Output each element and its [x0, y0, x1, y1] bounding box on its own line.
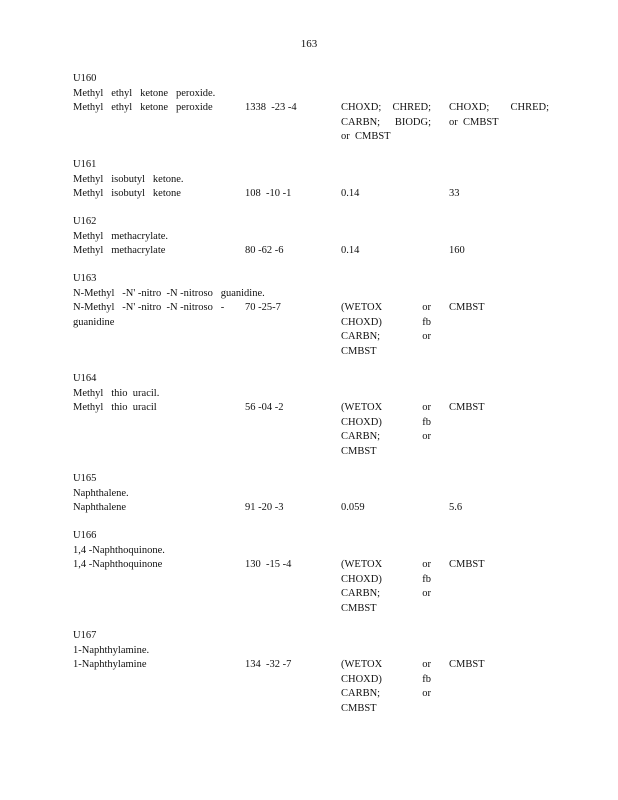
nonwastewater-line: [449, 658, 549, 673]
nonwastewater-line: [449, 244, 549, 259]
constituent-name-line: 1-Naphthylamine: [73, 659, 147, 670]
cas-number: 70 -25-7: [245, 302, 281, 313]
waste-code: U165: [73, 473, 97, 484]
nonwastewater-line-part: CHOXD;: [449, 102, 490, 113]
wastewater-line: [341, 130, 431, 145]
wastewater-line: [341, 673, 431, 688]
waste-entry: [73, 372, 573, 457]
wastewater-line: [341, 401, 431, 416]
constituent-name-line: guanidine: [73, 316, 115, 328]
nonwastewater-line-part: 33: [449, 188, 460, 199]
waste-code: U161: [73, 159, 97, 170]
wastewater-line: [341, 702, 431, 717]
cas-number: 108 -10 -1: [245, 188, 292, 199]
waste-heading: Methyl thio uracil.: [73, 387, 160, 399]
wastewater-line-part: CARBN;: [341, 116, 381, 128]
constituent-name-line: 1,4 -Naphthoquinone: [73, 559, 163, 570]
waste-entry: [73, 472, 573, 513]
wastewater-line-part: CHOXD): [341, 316, 382, 328]
constituent-name-line: Methyl thio uracil: [73, 402, 157, 413]
constituent-name: [73, 244, 243, 259]
wastewater-line-part: CHOXD): [341, 573, 382, 585]
waste-heading: 1,4 -Naphthoquinone.: [73, 544, 165, 556]
waste-entry: [73, 215, 573, 256]
wastewater-line-part: or: [422, 588, 431, 599]
wastewater-line: [341, 101, 431, 116]
nonwastewater-line: [449, 501, 549, 516]
constituent-name-line: N-Methyl -N' -nitro -N -nitroso -: [73, 302, 225, 313]
nonwastewater-line: [449, 401, 549, 416]
wastewater-standard: [341, 501, 431, 516]
wastewater-line-part: 0.14: [341, 188, 360, 199]
constituent-name: [73, 187, 243, 202]
wastewater-line: [341, 330, 431, 345]
constituent-name: [73, 401, 243, 416]
wastewater-line-part: (WETOX: [341, 559, 383, 570]
nonwastewater-line-part: CMBST: [449, 402, 485, 413]
wastewater-line-part: or: [422, 431, 431, 442]
wastewater-line-part: BIODG;: [394, 116, 431, 128]
wastewater-line: [341, 687, 431, 702]
waste-entry: [73, 72, 573, 142]
constituent-name: [73, 101, 243, 116]
wastewater-line-part: CMBST: [341, 702, 377, 714]
waste-entry: [73, 158, 573, 199]
wastewater-line-part: CARBN;: [341, 688, 381, 699]
constituent-name: [73, 558, 243, 573]
nonwastewater-standard: [449, 187, 549, 202]
wastewater-line-part: or: [422, 302, 431, 313]
wastewater-line: [341, 501, 431, 516]
cas-number: 80 -62 -6: [245, 245, 284, 256]
nonwastewater-standard: [449, 301, 549, 316]
wastewater-line: [341, 573, 431, 588]
waste-code: U167: [73, 630, 97, 641]
nonwastewater-line: [449, 116, 549, 131]
wastewater-line: [341, 587, 431, 602]
wastewater-line-part: CARBN;: [341, 431, 381, 442]
wastewater-line-part: CHOXD): [341, 416, 382, 428]
waste-heading: Methyl isobutyl ketone.: [73, 173, 184, 185]
waste-code: U166: [73, 530, 97, 541]
waste-code: U160: [73, 73, 97, 84]
waste-heading: N-Methyl -N' -nitro -N -nitroso guanidine.: [73, 287, 265, 299]
wastewater-line: [341, 430, 431, 445]
waste-heading: Methyl ethyl ketone peroxide.: [73, 87, 216, 99]
waste-heading: 1-Naphthylamine.: [73, 644, 150, 656]
wastewater-standard: [341, 187, 431, 202]
wastewater-line-part: 0.059: [341, 502, 365, 513]
nonwastewater-line-part: CHRED;: [510, 102, 549, 113]
waste-entry: [73, 529, 573, 614]
nonwastewater-line-part: or CMBST: [449, 116, 499, 128]
nonwastewater-line-part: CMBST: [449, 559, 485, 570]
cas-number: 130 -15 -4: [245, 559, 292, 570]
wastewater-standard: [341, 101, 431, 145]
wastewater-line-part: (WETOX: [341, 659, 383, 670]
wastewater-line-part: fb: [422, 416, 431, 428]
wastewater-line-part: (WETOX: [341, 402, 383, 413]
wastewater-line: [341, 658, 431, 673]
wastewater-line-part: fb: [422, 316, 431, 328]
cas-number: 1338 -23 -4: [245, 102, 297, 113]
wastewater-line-part: or: [422, 559, 431, 570]
wastewater-line-part: CARBN;: [341, 331, 381, 342]
wastewater-line-part: (WETOX: [341, 302, 383, 313]
nonwastewater-line-part: CMBST: [449, 302, 485, 313]
wastewater-line-part: or: [422, 402, 431, 413]
waste-entry: [73, 629, 573, 714]
nonwastewater-line: [449, 558, 549, 573]
wastewater-standard: [341, 301, 431, 359]
nonwastewater-standard: [449, 101, 549, 130]
wastewater-line-part: or: [422, 688, 431, 699]
constituent-name-line: Methyl ethyl ketone peroxide: [73, 102, 213, 113]
wastewater-line-part: CARBN;: [341, 588, 381, 599]
wastewater-standard: [341, 244, 431, 259]
cas-number: 134 -32 -7: [245, 659, 292, 670]
constituent-name-line: Methyl isobutyl ketone: [73, 188, 181, 199]
constituent-name: [73, 301, 243, 330]
nonwastewater-standard: [449, 244, 549, 259]
wastewater-line-part: CHOXD;: [341, 102, 382, 113]
wastewater-line-part: or: [422, 331, 431, 342]
wastewater-line: [341, 445, 431, 460]
cas-number: 91 -20 -3: [245, 502, 284, 513]
wastewater-standard: [341, 558, 431, 616]
nonwastewater-standard: [449, 558, 549, 573]
constituent-name: [73, 501, 243, 516]
waste-entry: [73, 272, 573, 357]
nonwastewater-line-part: 160: [449, 245, 465, 256]
wastewater-line: [341, 116, 431, 131]
constituent-name: [73, 658, 243, 673]
nonwastewater-line-part: CMBST: [449, 659, 485, 670]
constituent-name-line: Naphthalene: [73, 502, 127, 513]
waste-code: U163: [73, 273, 97, 284]
constituent-name-line: Methyl methacrylate: [73, 245, 166, 256]
wastewater-line-part: 0.14: [341, 245, 360, 256]
wastewater-line: [341, 187, 431, 202]
wastewater-line-part: CHOXD): [341, 673, 382, 685]
waste-code: U164: [73, 373, 97, 384]
waste-heading: Naphthalene.: [73, 487, 129, 499]
wastewater-line-part: CMBST: [341, 445, 377, 457]
wastewater-line: [341, 416, 431, 431]
wastewater-line-part: CMBST: [341, 345, 377, 357]
wastewater-standard: [341, 658, 431, 716]
wastewater-line-part: fb: [422, 573, 431, 585]
cas-number: 56 -04 -2: [245, 402, 284, 413]
nonwastewater-standard: [449, 401, 549, 416]
wastewater-line: [341, 345, 431, 360]
wastewater-line: [341, 244, 431, 259]
wastewater-line-part: fb: [422, 673, 431, 685]
wastewater-line: [341, 316, 431, 331]
nonwastewater-line: [449, 301, 549, 316]
nonwastewater-line-part: 5.6: [449, 502, 463, 513]
waste-code: U162: [73, 216, 97, 227]
waste-heading: Methyl methacrylate.: [73, 230, 169, 242]
wastewater-line-part: or CMBST: [341, 131, 391, 142]
wastewater-line-part: CMBST: [341, 602, 377, 614]
wastewater-line-part: or: [422, 659, 431, 670]
page-number: 163: [300, 38, 318, 50]
nonwastewater-line: [449, 101, 549, 116]
wastewater-standard: [341, 401, 431, 459]
nonwastewater-line: [449, 187, 549, 202]
nonwastewater-standard: [449, 501, 549, 516]
wastewater-line: [341, 602, 431, 617]
nonwastewater-standard: [449, 658, 549, 673]
wastewater-line-part: CHRED;: [392, 102, 431, 113]
wastewater-line: [341, 301, 431, 316]
wastewater-line: [341, 558, 431, 573]
